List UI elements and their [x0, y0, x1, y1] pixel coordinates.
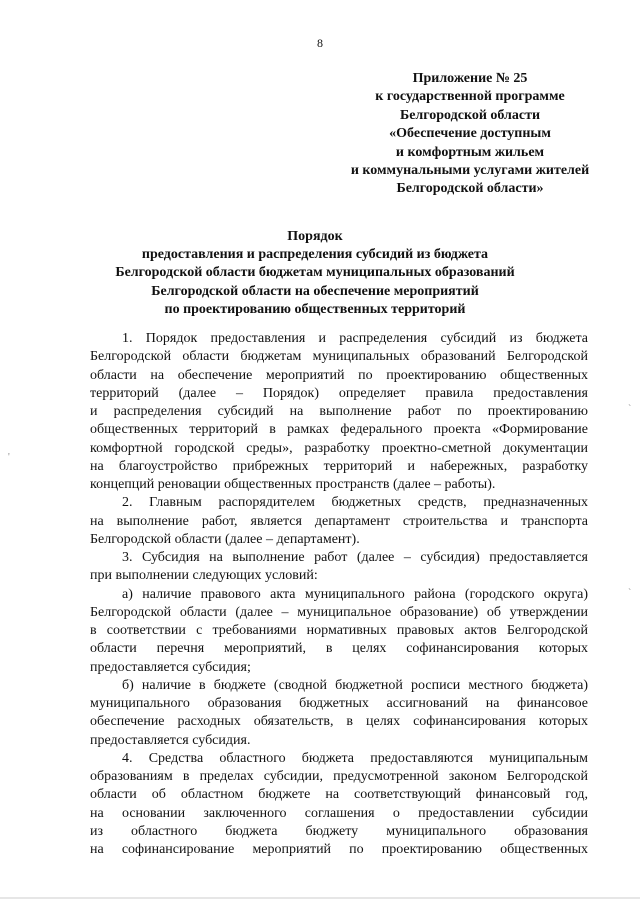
body-line: Белгородской области (далее – муниципальное образование) об утверждении: [90, 604, 588, 620]
body-line: в соответствии с требованиями нормативных правовых актов Белгородской: [90, 623, 588, 638]
body-line: из областного бюджета бюджету муниципального образования: [90, 823, 588, 839]
page-number: 8: [317, 36, 323, 50]
body-line: муниципального образования бюджетных ассигнований на финансовое: [90, 696, 588, 711]
document-title-line: по проектированию общественных территорий: [164, 301, 466, 317]
body-line: 2. Главным распорядителем бюджетных средств, предназначенных: [122, 495, 588, 511]
appendix-line: к государственной программе: [375, 89, 565, 105]
body-line: обеспечение расходных обязательств, в целях софинансирования которых: [90, 714, 588, 730]
document-title-line: предоставления и распределения субсидий из бюджета: [141, 247, 489, 263]
body-line: комфортной городской среды», разработку проектно-сметной документации: [90, 440, 588, 456]
document-title-line: Белгородской области на обеспечение мероприятий: [151, 283, 479, 299]
body-line: на благоустройство прибрежных территорий и набережных, разработку: [90, 458, 588, 474]
document-title-line: Порядок: [287, 229, 343, 244]
appendix-line: и комфортным жильем: [395, 144, 545, 160]
body-line: 1. Порядок предоставления и распределения субсидий из бюджета: [122, 331, 588, 346]
scan-edge-mark: `: [628, 404, 632, 415]
body-line: и распределения субсидий на выполнение работ по проектированию: [90, 404, 588, 419]
body-line: общественных территорий в рамках федерального проекта «Формирование: [90, 422, 588, 438]
body-line: образованиям в пределах субсидии, предусмотренной законом Белгородской: [90, 769, 588, 784]
body-line: Белгородской области бюджетам муниципальных образований Белгородской: [90, 349, 588, 365]
body-line: 3. Субсидия на выполнение работ (далее – субсидия) предоставляется: [122, 550, 588, 565]
document-title-line: Белгородской области бюджетам муниципальных образований: [115, 265, 515, 281]
body-text: [90, 330, 588, 859]
scan-edge-mark: ': [8, 452, 10, 463]
body-line: концепций реновации общественных пространств (далее – работы).: [90, 477, 496, 492]
appendix-line: Белгородской области»: [396, 181, 544, 197]
body-line: при выполнении следующих условий:: [90, 568, 318, 584]
body-line: Белгородской области (далее – департамент).: [90, 531, 360, 547]
body-line: 4. Средства областного бюджета предоставляются муниципальным: [122, 750, 588, 766]
appendix-line: «Обеспечение доступным: [389, 126, 551, 142]
body-line: предоставляется субсидия.: [90, 732, 251, 748]
body-line: б) наличие в бюджете (сводной бюджетной росписи местного бюджета): [122, 677, 588, 693]
body-line: на основании заключенного соглашения о предоставлении субсидии: [90, 805, 588, 821]
scan-edge-mark: `: [628, 588, 632, 599]
body-line: а) наличие правового акта муниципального района (городского округа): [122, 586, 588, 602]
body-line: области перечня мероприятий, в целях софинансирования которых: [90, 641, 588, 657]
appendix-line: Белгородской области: [399, 107, 541, 123]
appendix-block: [320, 70, 620, 199]
body-line: территорий (далее – Порядок) определяет правила предоставления: [90, 385, 588, 401]
body-line: на софинансирование мероприятий по проектированию общественных: [90, 842, 588, 857]
body-line: области на обеспечение мероприятий по проектированию общественных: [90, 367, 588, 383]
appendix-line: Приложение № 25: [412, 71, 528, 86]
scan-bottom-edge: [0, 897, 640, 899]
body-line: предоставляется субсидия;: [90, 659, 251, 675]
document-title: [95, 228, 535, 319]
body-line: области об областном бюджете на соответствующий финансовый год,: [90, 787, 588, 803]
body-line: на выполнение работ, является департамент строительства и транспорта: [90, 513, 588, 529]
appendix-line: и коммунальными услугами жителей: [350, 163, 590, 179]
